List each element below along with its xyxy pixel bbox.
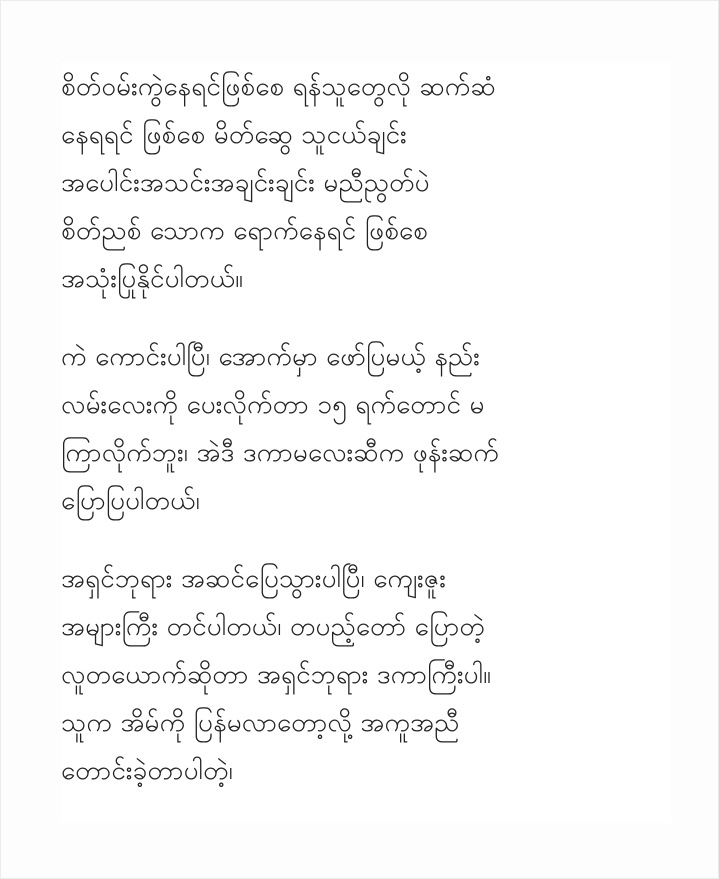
text-line: စိတ်ဝမ်းကွဲနေရင်ဖြစ်စေ ရန်သူတွေလို ဆက်ဆံ [61, 72, 496, 102]
text-line: နေရရင် ဖြစ်စေ မိတ်ဆွေ သူငယ်ချင်း [61, 120, 407, 150]
paragraph-spacer [61, 303, 671, 333]
text-line: ပြောပြပါတယ်၊ [61, 486, 200, 516]
text-line: အများကြီး တင်ပါတယ်၊ တပည့်တော် ပြောတဲ့ [61, 612, 485, 642]
text-line: အပေါင်းအသင်းအချင်းချင်း မညီညွတ်ပဲ [61, 168, 430, 198]
text-line: အရှင်ဘုရား အဆင်ပြေသွားပါပြီ၊ ကျေးဇူး [61, 564, 447, 594]
text-line: အသုံးပြုနိုင်ပါတယ်။ [61, 264, 244, 294]
paragraph-3 [61, 555, 671, 795]
paragraph-2 [61, 333, 671, 525]
text-line: လူတယောက်ဆိုတာ အရှင်ဘုရား ဒကာကြီးပါ။ [61, 660, 492, 690]
paragraph-1 [61, 63, 671, 303]
text-card [61, 63, 671, 823]
text-line: တောင်းခဲ့တာပါတဲ့၊ [61, 756, 233, 786]
text-line: ကဲ ကောင်းပါပြီ၊ အောက်မှာ ဖော်ပြမယ့် နည်း [61, 342, 480, 372]
text-line: လမ်းလေးကို ပေးလိုက်တာ ၁၅ ရက်တောင် မ [61, 390, 485, 420]
paragraph-spacer [61, 525, 671, 555]
text-line: စိတ်ညစ် သောက ရောက်နေရင် ဖြစ်စေ [61, 216, 428, 246]
text-line: သူက အိမ်ကို ပြန်မလာတော့လို့ အကူအညီ [61, 708, 460, 738]
text-line: ကြာလိုက်ဘူး၊ အဲဒီ ဒကာမလေးဆီက ဖုန်းဆက် [61, 438, 499, 468]
